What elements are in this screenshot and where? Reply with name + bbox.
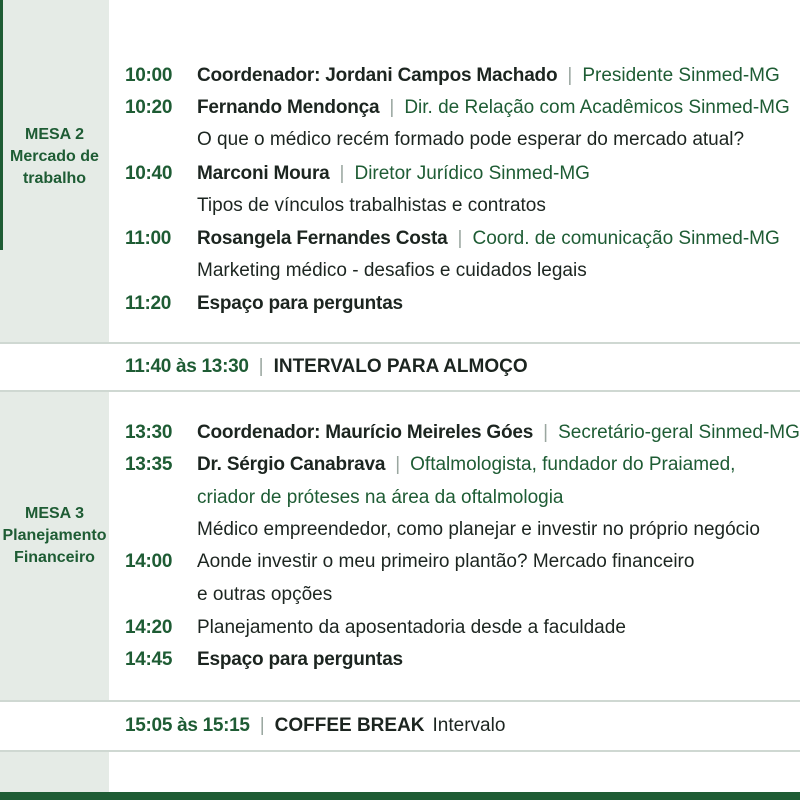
speaker-name: Coordenador: Maurício Meireles Góes bbox=[197, 422, 534, 443]
coffee-time: 15:05 às 15:15 bbox=[125, 715, 250, 736]
speaker-role: Coord. de comunicação Sinmed-MG bbox=[472, 228, 780, 249]
divider: | bbox=[258, 356, 264, 377]
talk-topic-continued: e outras opções bbox=[197, 584, 333, 605]
qa-label: Espaço para perguntas bbox=[197, 293, 403, 314]
mesa3-subtitle-line1: Planejamento bbox=[2, 527, 107, 544]
talk-topic: Marketing médico - desafios e cuidados legais bbox=[197, 260, 587, 281]
row-time: 14:20 bbox=[125, 617, 173, 638]
speaker-role: Oftalmologista, fundador do Praiamed, bbox=[410, 454, 736, 475]
coffee-band bbox=[0, 700, 800, 752]
row-time: 10:00 bbox=[125, 65, 173, 86]
speaker-name: Rosangela Fernandes Costa bbox=[197, 228, 448, 249]
speaker-name: Marconi Moura bbox=[197, 163, 330, 184]
coffee-label: COFFEE BREAK bbox=[274, 715, 425, 736]
divider: | bbox=[339, 163, 345, 184]
row-time: 13:30 bbox=[125, 422, 173, 443]
talk-topic: Médico empreendedor, como planejar e investir no próprio negócio bbox=[197, 519, 760, 540]
mesa3-label bbox=[0, 503, 109, 569]
speaker-name: Fernando Mendonça bbox=[197, 97, 380, 118]
divider: | bbox=[259, 715, 265, 736]
row-time: 13:35 bbox=[125, 454, 173, 475]
footer-bar bbox=[0, 792, 800, 800]
divider: | bbox=[567, 65, 573, 86]
divider: | bbox=[457, 228, 463, 249]
mesa2-title: MESA 2 bbox=[25, 126, 84, 143]
talk-topic: Planejamento da aposentadoria desde a faculdade bbox=[197, 617, 626, 638]
speaker-role-continued: criador de próteses na área da oftalmologia bbox=[197, 487, 564, 508]
lunch-label: INTERVALO PARA ALMOÇO bbox=[273, 356, 528, 377]
speaker-role: Presidente Sinmed-MG bbox=[582, 65, 780, 86]
talk-topic: O que o médico recém formado pode esperar do mercado atual? bbox=[197, 129, 745, 150]
speaker-role: Dir. de Relação com Acadêmicos Sinmed-MG bbox=[404, 97, 790, 118]
mesa2-label bbox=[0, 124, 109, 190]
lunch-time: 11:40 às 13:30 bbox=[125, 356, 249, 377]
talk-topic: Tipos de vínculos trabalhistas e contratos bbox=[197, 195, 546, 216]
mesa2-subtitle-line1: Mercado de bbox=[10, 148, 99, 165]
speaker-role: Diretor Jurídico Sinmed-MG bbox=[354, 163, 590, 184]
row-time: 10:20 bbox=[125, 97, 173, 118]
row-time: 14:45 bbox=[125, 649, 173, 670]
qa-label: Espaço para perguntas bbox=[197, 649, 403, 670]
divider: | bbox=[543, 422, 549, 443]
row-time: 14:00 bbox=[125, 551, 173, 572]
divider: | bbox=[395, 454, 401, 475]
row-time: 11:00 bbox=[125, 228, 172, 249]
coffee-extra: Intervalo bbox=[432, 715, 506, 736]
row-time: 10:40 bbox=[125, 163, 173, 184]
speaker-name: Dr. Sérgio Canabrava bbox=[197, 454, 386, 475]
speaker-role: Secretário-geral Sinmed-MG bbox=[558, 422, 800, 443]
row-time: 11:20 bbox=[125, 293, 172, 314]
mesa2-subtitle-line2: trabalho bbox=[22, 170, 87, 187]
speaker-name: Coordenador: Jordani Campos Machado bbox=[197, 65, 558, 86]
lunch-band bbox=[0, 342, 800, 392]
divider: | bbox=[389, 97, 395, 118]
mesa3-subtitle-line2: Financeiro bbox=[14, 549, 95, 566]
bottom-sidebar bbox=[0, 752, 109, 792]
talk-topic: Aonde investir o meu primeiro plantão? Mercado financeiro bbox=[197, 551, 695, 572]
mesa3-title: MESA 3 bbox=[25, 505, 84, 522]
